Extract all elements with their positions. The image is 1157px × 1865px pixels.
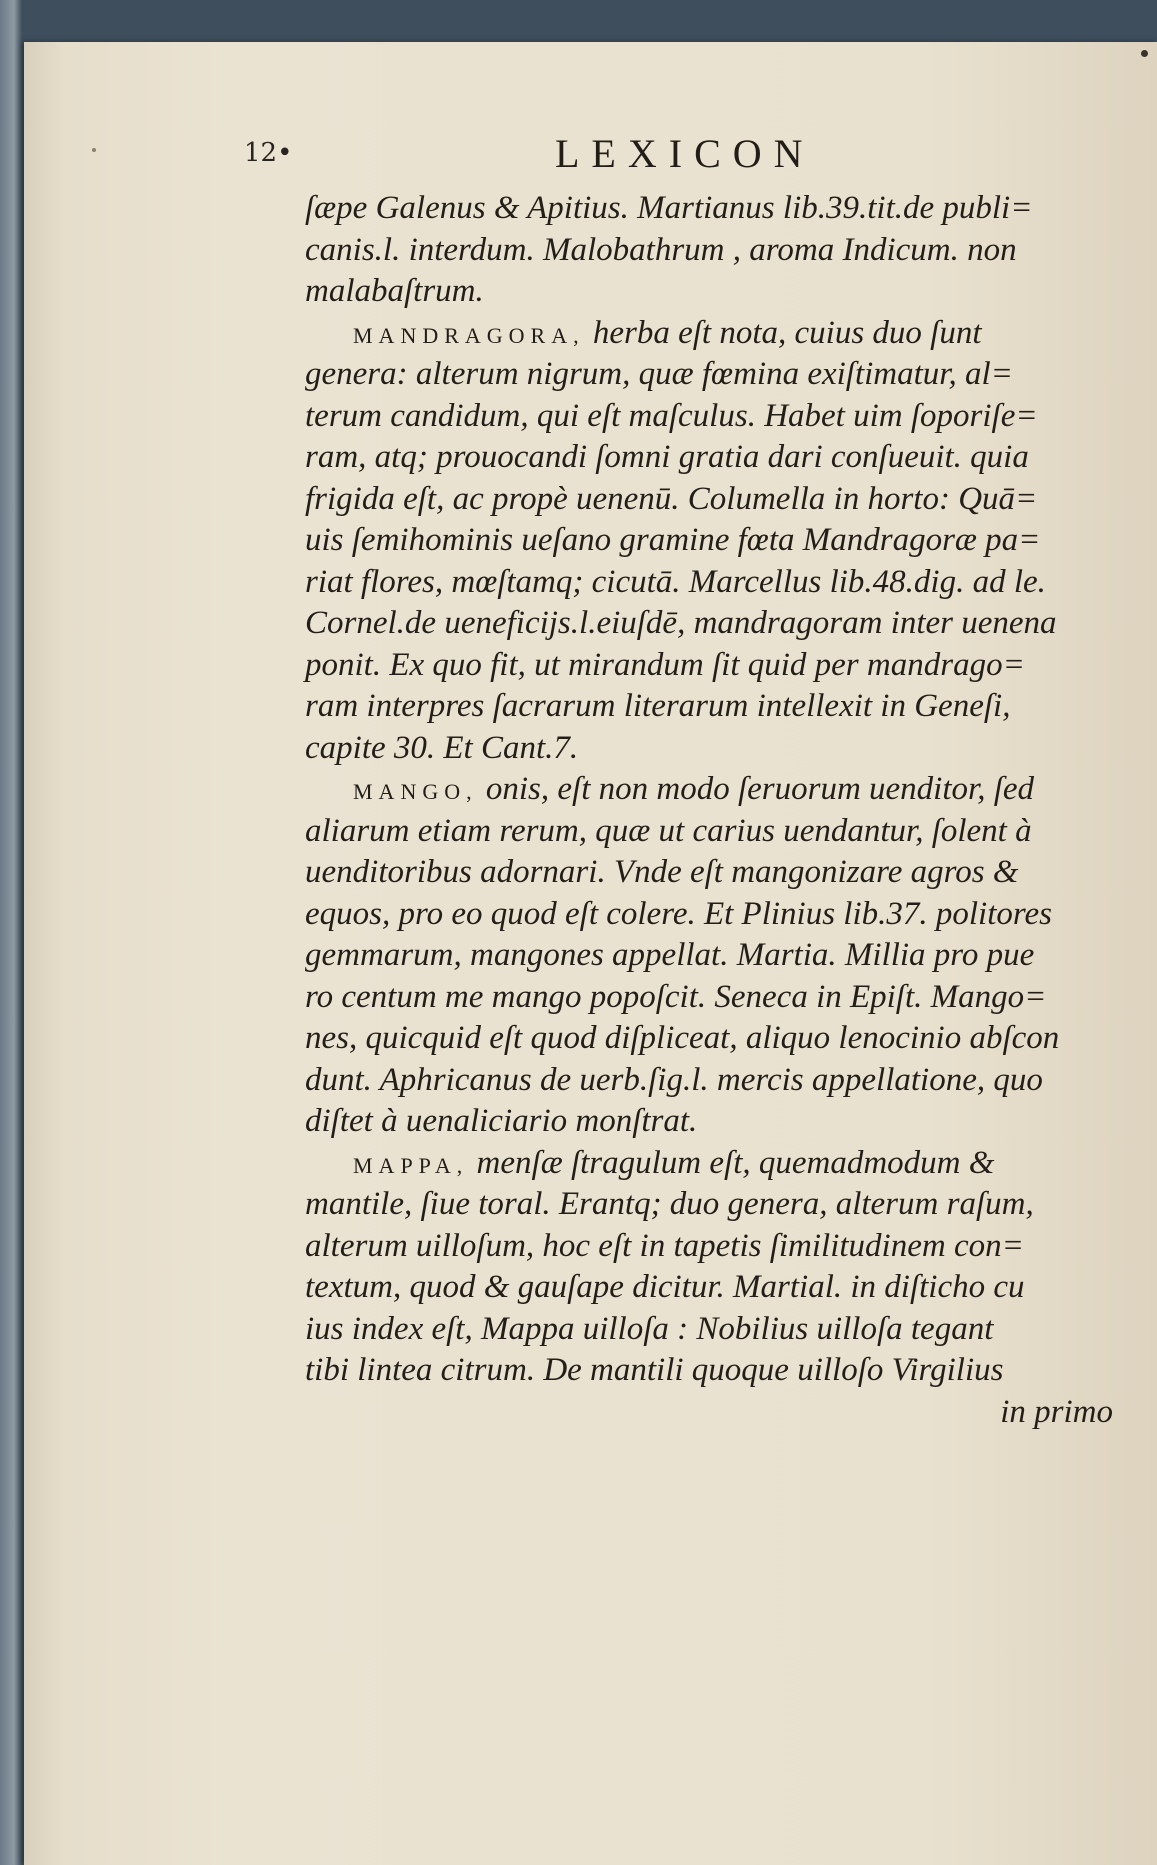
text-line: frigida eſt, ac propè uenenū. Columella in horto: Quā= xyxy=(305,480,1038,517)
text-line: tibi lintea citrum. De mantili quoque uilloſo Virgilius xyxy=(305,1352,1004,1388)
catchword: in primo xyxy=(1000,1393,1113,1430)
text-line: ram, atq; prouocandi ſomni gratia dari conſueuit. quia xyxy=(305,439,1029,475)
text-line: onis, eſt non modo ſeruorum uenditor, ſed xyxy=(485,771,1035,807)
text-line: ſæpe Galenus & Apitius. Martianus lib.39.tit.de publi= xyxy=(305,190,1033,226)
text-line: ro centum me mango popoſcit. Seneca in Epiſt. Mango= xyxy=(305,978,1047,1015)
text-line: canis.l. interdum. Malobathrum , aroma Indicum. non xyxy=(305,231,1017,268)
text-line: Cornel.de ueneficijs.l.eiuſdē, mandragoram inter uenena xyxy=(305,605,1057,641)
text-line: terum candidum, qui eſt maſculus. Habet uim ſoporiſe= xyxy=(305,397,1038,434)
text-line: genera: alterum nigrum, quæ fœmina exiſtimatur, al= xyxy=(305,356,1013,392)
text-line: aliarum etiam rerum, quæ ut carius uendantur, ſolent à xyxy=(305,812,1032,849)
page-number: 12• xyxy=(244,138,293,168)
lemma-mandragora: MANDRAGORA, xyxy=(353,322,585,348)
text-line: uis ſemihominis ueſano gramine fœta Mandragoræ pa= xyxy=(305,522,1041,558)
text-line: ram interpres ſacrarum literarum intellexit in Geneſi, xyxy=(305,688,1011,724)
text-line: gemmarum, mangones appellat. Martia. Millia pro pue xyxy=(305,937,1035,973)
text-line: alterum uilloſum, hoc eſt in tapetis ſimilitudinem con= xyxy=(305,1227,1024,1264)
text-line: equos, pro eo quod eſt colere. Et Plinius lib.37. politores xyxy=(305,895,1052,932)
text-line: ponit. Ex quo fit, ut mirandum ſit quid per mandrago= xyxy=(305,646,1025,683)
text-line: diſtet à uenaliciario monſtrat. xyxy=(305,1103,698,1139)
text-line: capite 30. Et Cant.7. xyxy=(305,729,579,766)
entry-mandragora xyxy=(305,313,1125,355)
running-head: LEXICON xyxy=(555,131,815,176)
text-line: menſæ ſtragulum eſt, quemadmodum & xyxy=(476,1144,995,1181)
text-line: herba eſt nota, cuius duo ſunt xyxy=(592,314,982,351)
text-line: textum, quod & gauſape dicitur. Martial. in diſticho cu xyxy=(305,1269,1025,1305)
text-line: ius index eſt, Mappa uilloſa : Nobilius uilloſa tegant xyxy=(305,1310,994,1347)
ink-spot xyxy=(92,148,96,152)
text-line: dunt. Aphricanus de uerb.ſig.l. mercis appellatione, quo xyxy=(305,1061,1043,1098)
text-line: nes, quicquid eſt quod diſpliceat, aliquo lenocinio abſcon xyxy=(305,1020,1060,1056)
text-line: riat flores, mœſtamq; cicutā. Marcellus lib.48.dig. ad le. xyxy=(305,563,1046,600)
lemma-mappa: MAPPA, xyxy=(353,1152,469,1178)
text-line: malabaſtrum. xyxy=(305,273,484,309)
body-text xyxy=(305,188,1125,1433)
lemma-mango: MANGO, xyxy=(353,779,478,804)
text-line: uenditoribus adornari. Vnde eſt mangonizare agros & xyxy=(305,854,1019,890)
ink-spot xyxy=(1141,50,1148,57)
text-line: mantile, ſiue toral. Erantq; duo genera, alterum raſum, xyxy=(305,1186,1034,1222)
entry-mappa xyxy=(305,1143,1125,1185)
entry-mango xyxy=(305,769,1125,811)
